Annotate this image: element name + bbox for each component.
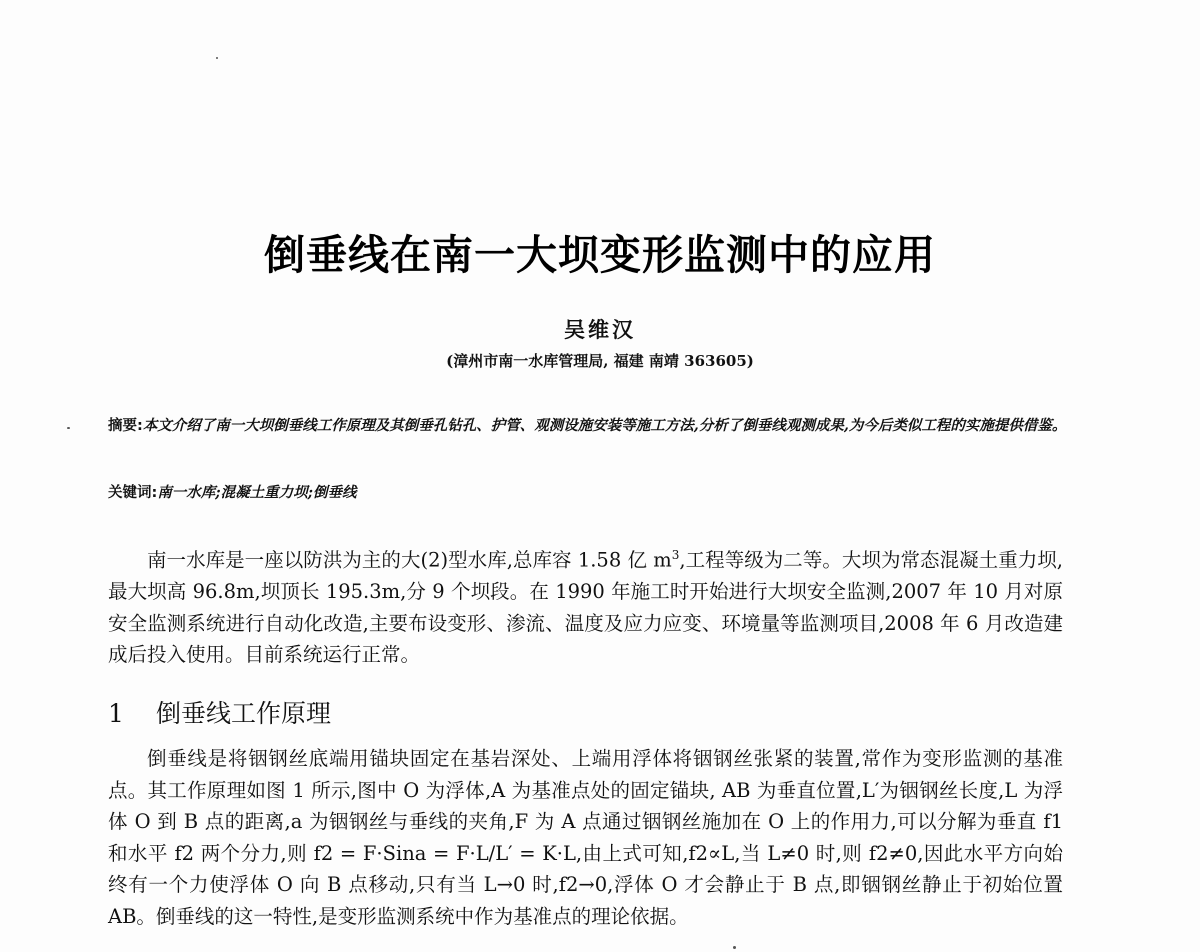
section-heading xyxy=(108,694,331,730)
abstract xyxy=(108,412,1068,440)
scan-speck xyxy=(216,57,218,59)
scan-speck xyxy=(67,427,70,429)
section-number: 1 xyxy=(108,699,124,728)
author-name: 吴维汉 xyxy=(564,317,636,342)
intro-paragraph xyxy=(108,540,1063,671)
author-affiliation: (漳州市南一水库管理局, 福建 南靖 363605) xyxy=(446,352,754,370)
keywords xyxy=(108,481,1068,502)
paper-title: 倒垂线在南一大坝变形监测中的应用 xyxy=(264,231,936,279)
abstract-text: 本文介绍了南一大坝倒垂线工作原理及其倒垂孔钻孔、护管、观测设施安装等施工方法,分析了倒垂线观测成果,为今后类似工程的实施提供借鉴。 xyxy=(142,417,1067,434)
intro-text-after: ,工程等级为二等。大坝为常态混凝土重力坝,最大坝高 96.8m,坝顶长 195.3m,分 9 个坝段。在 1990 年施工时开始进行大坝安全监测,2007 年 10 月对原安全监测系统进行自动化改造,主要布设变形、渗流、温度及应力应变、环境量等监测项目,2008 年 6 月改造建成后投入使用。目前系统运行正常。 xyxy=(108,548,1063,666)
keywords-text: 南一水库;混凝土重力坝;倒垂线 xyxy=(157,484,357,501)
abstract-label: 摘要: xyxy=(108,418,143,434)
intro-superscript: 3 xyxy=(671,548,680,562)
intro-text-before: 南一水库是一座以防洪为主的大(2)型水库,总库容 1.58 亿 m xyxy=(147,548,672,572)
section-title: 倒垂线工作原理 xyxy=(156,699,332,728)
keywords-label: 关键词: xyxy=(108,485,158,501)
scan-speck xyxy=(733,946,736,949)
principle-paragraph: 倒垂线是将铟钢丝底端用锚块固定在基岩深处、上端用浮体将铟钢丝张紧的装置,常作为变形监测的基准点。其工作原理如图 1 所示,图中 O 为浮体,A 为基准点处的固定锚块, AB 为垂直位置,L′为铟钢丝长度,L 为浮体 O 到 B 点的距离,a 为铟钢丝与垂线的夹角,F 为 A 点通过铟钢丝施加在 O 上的作用力,可以分解为垂直 f1 和水平 f2 两个分力,则 f2 = F·Sina = F·L/L′ = K·L,由上式可知,f2∝L,当 L≠0 时,则 f2≠0,因此水平方向始终有一个力使浮体 O 向 B 点移动,只有当 L→0 时,f2→0,浮体 O 才会静止于 B 点,即铟钢丝静止于初始位置 AB。倒垂线的这一特性,是变形监测系统中作为基准点的理论依据。 xyxy=(108,747,1063,928)
